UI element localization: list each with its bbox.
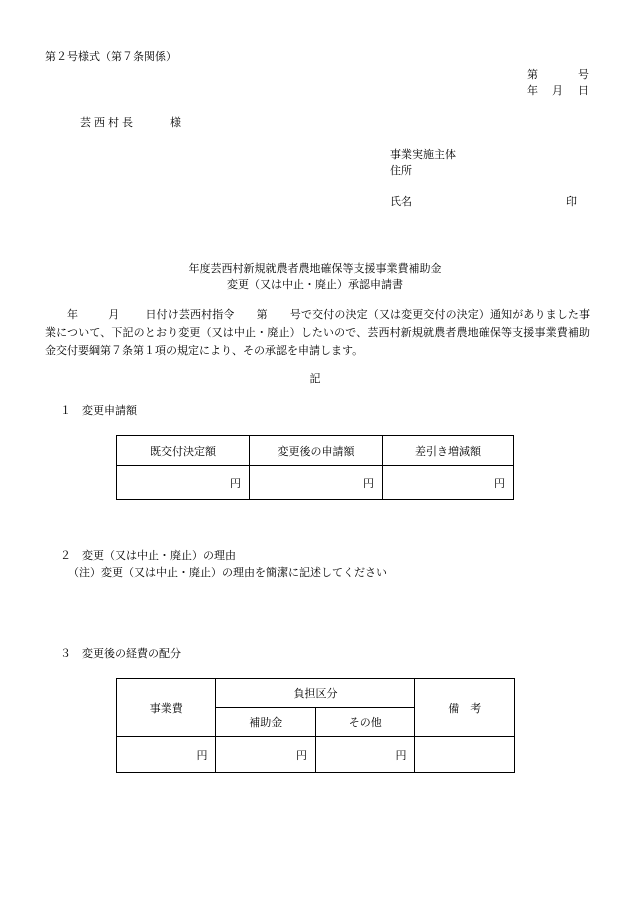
changed-amount-cell[interactable]	[250, 466, 383, 500]
body-seg-rest: 号で交付の決定（又は変更交付の決定）通知がありました事業について、下記のとおり変更（又は中止・廃止）したいので、芸西村新規就農者農地確保等支援事業費補助金交付要綱第７条第１項の規定により、その承認を申請します。	[45, 308, 591, 357]
yen-unit: 円	[230, 476, 241, 490]
yen-unit: 円	[295, 748, 307, 762]
addressee-honorific: 様	[170, 116, 181, 129]
section1-heading: １ 変更申請額	[60, 404, 137, 417]
body-seg-year: 年	[67, 308, 79, 321]
body-seg-dai: 第	[256, 308, 268, 321]
header-burden-category: 負担区分	[216, 679, 415, 708]
cost-allocation-table	[116, 678, 515, 773]
section2-heading: ２ 変更（又は中止・廃止）の理由	[60, 549, 236, 562]
header-difference: 差引き増減額	[383, 436, 514, 466]
header-changed-amount: 変更後の申請額	[250, 436, 383, 466]
seal-label: 印	[566, 195, 577, 208]
applicant-entity-label: 事業実施主体	[390, 148, 456, 161]
addressee-name: 芸西村長	[80, 116, 136, 129]
date-year-label: 年	[527, 84, 538, 97]
yen-unit: 円	[494, 476, 505, 490]
header-subsidy: 補助金	[216, 708, 315, 737]
header-other: その他	[315, 708, 414, 737]
subsidy-cell[interactable]	[216, 737, 315, 773]
applicant-name-label: 氏名	[390, 195, 412, 208]
number-label-dai: 第	[527, 68, 538, 81]
section2-note: （注）変更（又は中止・廃止）の理由を簡潔に記述してください	[68, 566, 387, 579]
title-line2: 変更（又は中止・廃止）承認申請書	[227, 278, 403, 291]
form-number: 第２号様式（第７条関係）	[45, 50, 177, 63]
number-label-go: 号	[578, 68, 589, 81]
yen-unit: 円	[395, 748, 407, 762]
remarks-cell[interactable]	[415, 737, 515, 773]
body-seg-month: 月	[108, 308, 120, 321]
header-granted-amount: 既交付決定額	[117, 436, 250, 466]
applicant-address-label: 住所	[390, 164, 412, 177]
change-amount-table	[116, 435, 514, 500]
other-cell[interactable]	[315, 737, 414, 773]
section3-heading: ３ 変更後の経費の配分	[60, 647, 181, 660]
date-month-label: 月	[552, 84, 563, 97]
date-day-label: 日	[578, 84, 589, 97]
title-line1: 年度芸西村新規就農者農地確保等支援事業費補助金	[188, 262, 442, 275]
body-seg-day: 日付け芸西村指令	[145, 308, 235, 321]
body-paragraph	[45, 306, 590, 360]
granted-amount-cell[interactable]	[117, 466, 250, 500]
header-business-cost: 事業費	[117, 679, 216, 737]
ki-heading: 記	[309, 372, 321, 385]
header-remarks: 備 考	[415, 679, 515, 737]
business-cost-cell[interactable]	[117, 737, 216, 773]
yen-unit: 円	[196, 748, 208, 762]
difference-cell[interactable]	[383, 466, 514, 500]
yen-unit: 円	[363, 476, 374, 490]
